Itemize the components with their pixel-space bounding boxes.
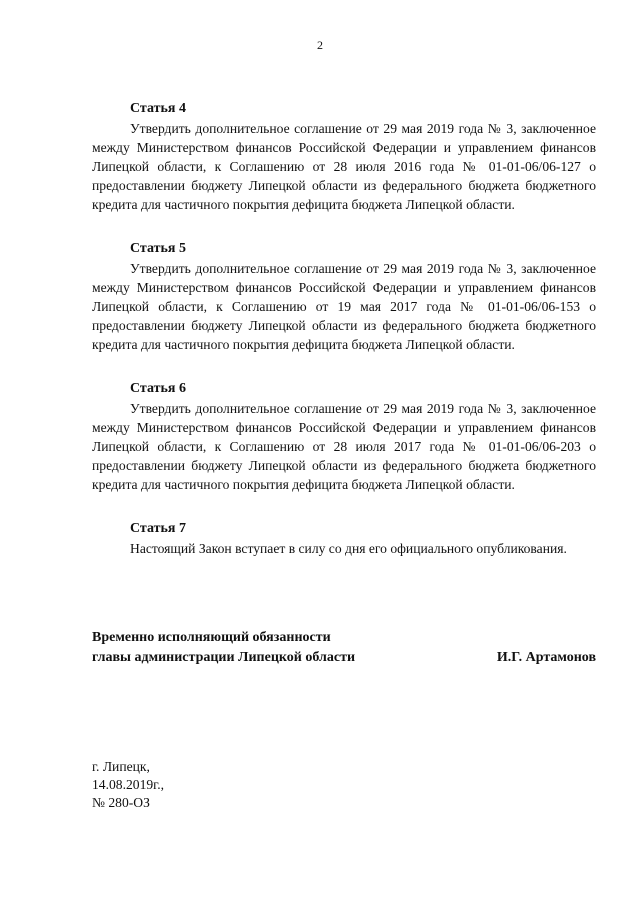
article-4 bbox=[92, 100, 596, 214]
signature-block bbox=[92, 628, 596, 668]
article-heading: Статья 5 bbox=[130, 241, 186, 256]
footer-city: г. Липецк, bbox=[92, 759, 150, 774]
article-6 bbox=[92, 380, 596, 494]
article-text: Утвердить дополнительное соглашение от 29 мая 2019 года № 3, заключенное между Министерством финансов Российской Федерации и управлением финансов Липецкой области, к Соглашению от 28 июля 2016 года № 01-01-06/06-127 о предоставлении бюджету Липецкой области из федерального бюджета бюджетного кредита для частичного покрытия дефицита бюджета Липецкой области. bbox=[92, 121, 596, 212]
article-text: Утвердить дополнительное соглашение от 29 мая 2019 года № 3, заключенное между Министерством финансов Российской Федерации и управлением финансов Липецкой области, к Соглашению от 19 мая 2017 года № 01-01-06/06-153 о предоставлении бюджету Липецкой области из федерального бюджета бюджетного кредита для частичного покрытия дефицита бюджета Липецкой области. bbox=[92, 261, 596, 352]
footer-date: 14.08.2019г., bbox=[92, 777, 165, 792]
article-7 bbox=[92, 520, 596, 558]
page-number: 2 bbox=[317, 38, 323, 52]
article-5 bbox=[92, 240, 596, 354]
signatory-title-line1: Временно исполняющий обязанности bbox=[92, 630, 331, 645]
article-heading: Статья 7 bbox=[130, 521, 186, 536]
article-heading: Статья 6 bbox=[130, 381, 186, 396]
signatory-title-line2: главы администрации Липецкой области bbox=[92, 650, 356, 665]
signature-row bbox=[92, 648, 596, 668]
article-text: Настоящий Закон вступает в силу со дня его официального опубликования. bbox=[130, 541, 567, 556]
footer-law-number: № 280-ОЗ bbox=[92, 795, 150, 810]
signatory-name: И.Г. Артамонов bbox=[496, 650, 596, 665]
article-heading: Статья 4 bbox=[130, 101, 186, 116]
document-footer bbox=[92, 758, 164, 812]
article-text: Утвердить дополнительное соглашение от 29 мая 2019 года № 3, заключенное между Министерством финансов Российской Федерации и управлением финансов Липецкой области, к Соглашению от 28 июля 2017 года № 01-01-06/06-203 о предоставлении бюджету Липецкой области из федерального бюджета бюджетного кредита для частичного покрытия дефицита бюджета Липецкой области. bbox=[92, 401, 596, 492]
